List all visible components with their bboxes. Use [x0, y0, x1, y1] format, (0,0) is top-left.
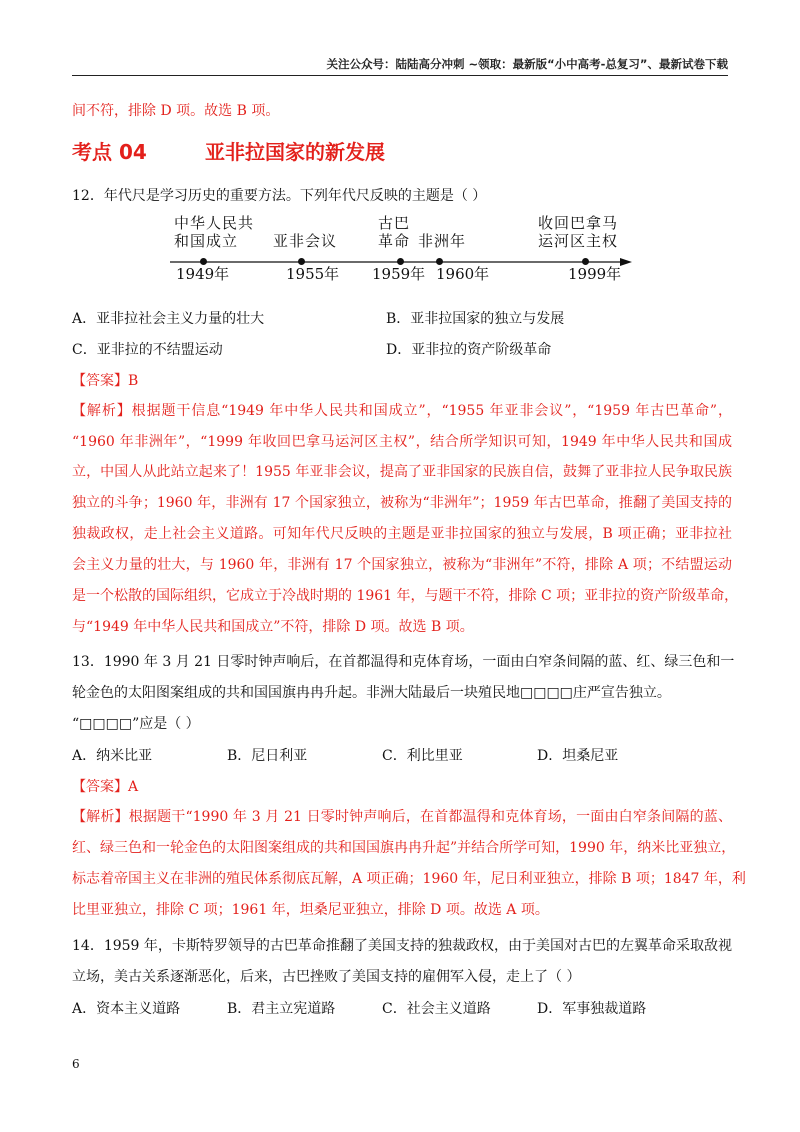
timeline-year-1999: 1999年 — [568, 265, 622, 283]
section-title: 亚非拉国家的新发展 — [205, 140, 385, 164]
q12-option-d[interactable]: D．亚非拉的资产阶级革命 — [386, 342, 552, 358]
timeline-event-1959-label: 古巴 革命 — [378, 214, 411, 250]
q12-option-b[interactable]: B．亚非拉国家的独立与发展 — [386, 311, 565, 327]
timeline-event-1999-label: 收回巴拿马 运河区主权 — [538, 214, 619, 250]
q14-option-b[interactable]: B．君主立宪道路 — [227, 1001, 336, 1017]
timeline-year-1955: 1955年 — [286, 265, 340, 283]
q14-option-a[interactable]: A．资本主义道路 — [72, 1001, 181, 1017]
page-number: 6 — [72, 1057, 80, 1071]
timeline-arrow-head — [620, 258, 632, 266]
q13-option-b[interactable]: B．尼日利亚 — [227, 748, 308, 764]
timeline-year-1959: 1959年 — [372, 265, 426, 283]
q12-option-a[interactable]: A．亚非拉社会主义力量的壮大 — [72, 311, 265, 327]
q13-answer: 【答案】A — [72, 779, 139, 795]
q13-option-c[interactable]: C．利比里亚 — [382, 748, 463, 764]
page-header: 关注公众号：陆陆高分冲刺 ~领取：最新版“小中高考-总复习”、最新试卷下载 — [326, 57, 728, 71]
q12-answer: 【答案】B — [72, 373, 139, 389]
timeline-year-1949: 1949年 — [176, 265, 230, 283]
q14-option-d[interactable]: D．军事独裁道路 — [537, 1001, 647, 1017]
q13-option-a[interactable]: A．纳米比亚 — [72, 748, 153, 764]
q12-stem: 12．年代尺是学习历史的重要方法。下列年代尺反映的主题是（ ） — [72, 188, 487, 204]
timeline-event-1949-label: 中华人民共 和国成立 — [174, 214, 255, 250]
q12-option-c[interactable]: C．亚非拉的不结盟运动 — [72, 342, 223, 358]
q13-option-d[interactable]: D．坦桑尼亚 — [537, 748, 619, 764]
q14-option-c[interactable]: C．社会主义道路 — [382, 1001, 491, 1017]
section-code: 考点 04 — [72, 140, 147, 164]
timeline-event-1960-label: 非洲年 — [418, 232, 467, 250]
timeline-year-1960: 1960年 — [436, 265, 490, 283]
header-rule — [72, 75, 728, 76]
previous-analysis-tail: 间不符，排除 D 项。故选 B 项。 — [72, 103, 280, 119]
timeline-event-1955-label: 亚非会议 — [273, 232, 338, 250]
